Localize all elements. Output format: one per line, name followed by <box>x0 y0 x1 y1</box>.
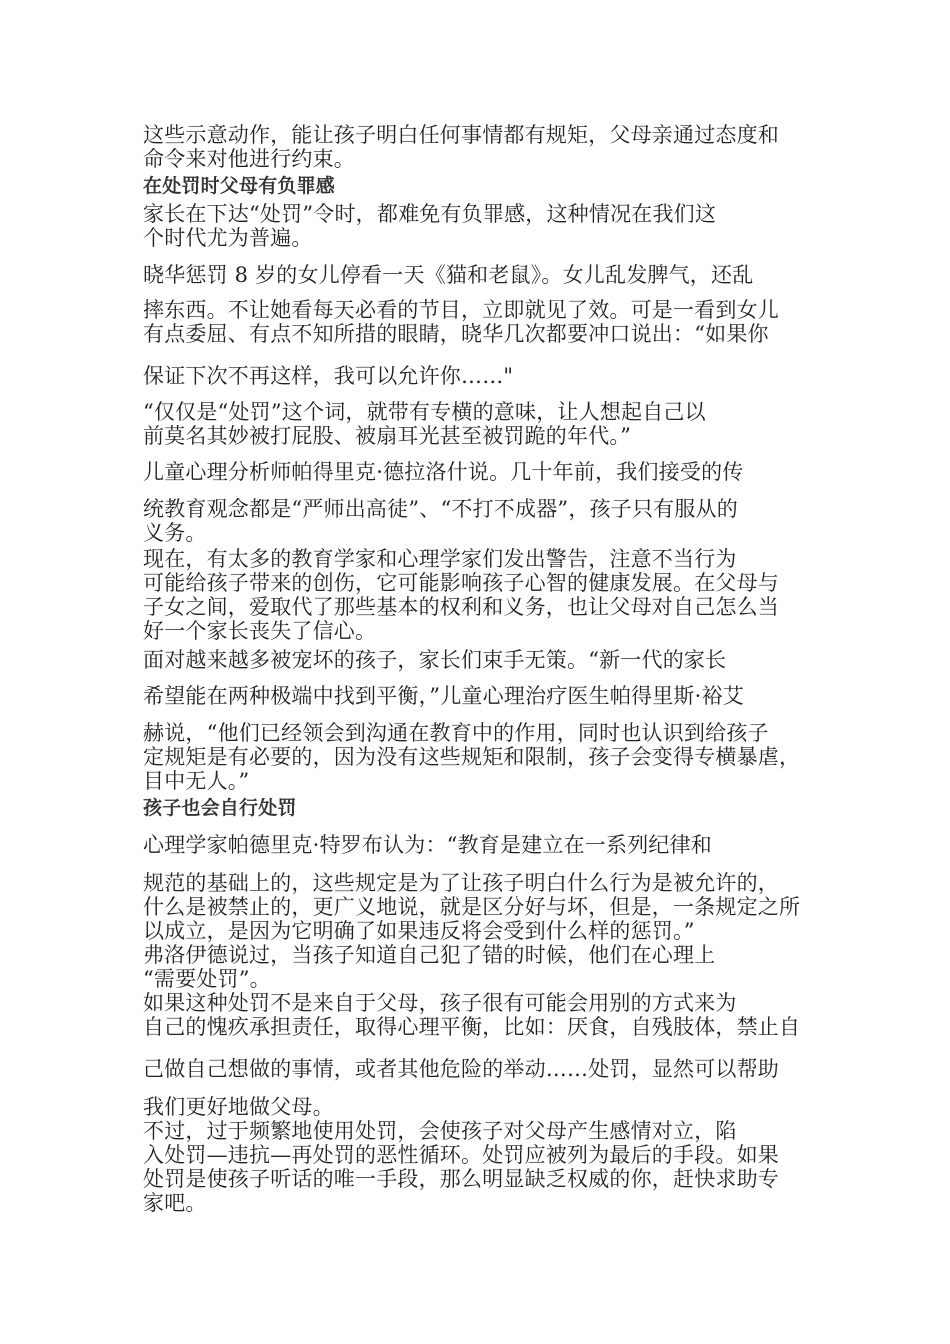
paragraph-xiaohua-line1: 晓华惩罚 8 岁的女儿停看一天《猫和老鼠》。女儿乱发脾气，还乱 <box>143 263 754 287</box>
section-heading-guilt: 在处罚时父母有负罪感 <box>143 175 336 197</box>
paragraph-xiaohua-line2: 摔东西。不让她看每天必看的节目，立即就见了效。可是一看到女儿 有点委屈、有点不知所措的眼睛，晓华几次都要冲口说出：“如果你 <box>143 298 779 346</box>
paragraph-guilt: 家长在下达“处罚”令时，都难免有负罪感，这种情况在我们这 个时代尤为普遍。 <box>143 202 717 250</box>
paragraph-spoiled-line3: 赫说，“他们已经领会到沟通在教育中的作用，同时也认识到给孩子 定规矩是有必要的，因为没有这些规矩和限制，孩子会变得专横暴虐， 目中无人。” <box>143 721 801 793</box>
paragraph-spoiled-line1: 面对越来越多被宠坏的孩子，家长们束手无策。“新一代的家长 <box>143 648 727 672</box>
paragraph-analyst-line2: 统教育观念都是“严师出高徒”、“不打不成器”，孩子只有服从的 义务。 <box>143 497 738 545</box>
paragraph-psychologist-rest: 规范的基础上的，这些规定是为了让孩子明白什么行为是被允许的， 什么是被禁止的，更广义地说，就是区分好与坏，但是，一条规定之所 以成立，是因为它明确了如果违反将会受到什么样的惩罚。” 弗洛伊德说过，当孩子知道自己犯了错的时候，他们在心理上 “需要处罚”。 如果这种处罚不是来自于父母，孩子很有可能会用别的方式来为 自己的愧疚承担责任，取得心理平衡，比如：厌食，自残肢体，禁止自 <box>143 871 801 1039</box>
paragraph-psychologist-line1: 心理学家帕德里克·特罗布认为：“教育是建立在一系列纪律和 <box>143 833 713 857</box>
section-heading-self-punish: 孩子也会自行处罚 <box>143 797 297 819</box>
paragraph-closing: 我们更好地做父母。 不过，过于频繁地使用处罚，会使孩子对父母产生感情对立，陷 入处罚—违抗—再处罚的恶性循环。处罚应被列为最后的手段。如果 处罚是使孩子听话的唯一手段，那么明显缺乏权威的你，赶快求助专 家吧。 <box>143 1095 779 1215</box>
paragraph-warning: 现在，有太多的教育学家和心理学家们发出警告，注意不当行为 可能给孩子带来的创伤，它可能影响孩子心智的健康发展。在父母与 子女之间，爱取代了那些基本的权利和义务，也让父母对自己怎么当 好一个家长丧失了信心。 <box>143 547 779 643</box>
paragraph-xiaohua-line3: 保证下次不再这样，我可以允许你……" <box>143 364 514 388</box>
paragraph-intro: 这些示意动作，能让孩子明白任何事情都有规矩，父母亲通过态度和 命令来对他进行约束。 <box>143 123 779 171</box>
paragraph-spoiled-line2: 希望能在两种极端中找到平衡，”儿童心理治疗医生帕得里斯·裕艾 <box>143 684 744 708</box>
paragraph-analyst-line1: 儿童心理分析师帕得里克·德拉洛什说。几十年前，我们接受的传 <box>143 460 744 484</box>
paragraph-quote-punishment: “仅仅是“处罚”这个词，就带有专横的意味，让人想起自己以 前莫名其妙被打屁股、被扇耳光甚至被罚跪的年代。” <box>143 400 706 448</box>
paragraph-self-punish-line: 己做自己想做的事情，或者其他危险的举动……处罚，显然可以帮助 <box>143 1057 779 1081</box>
